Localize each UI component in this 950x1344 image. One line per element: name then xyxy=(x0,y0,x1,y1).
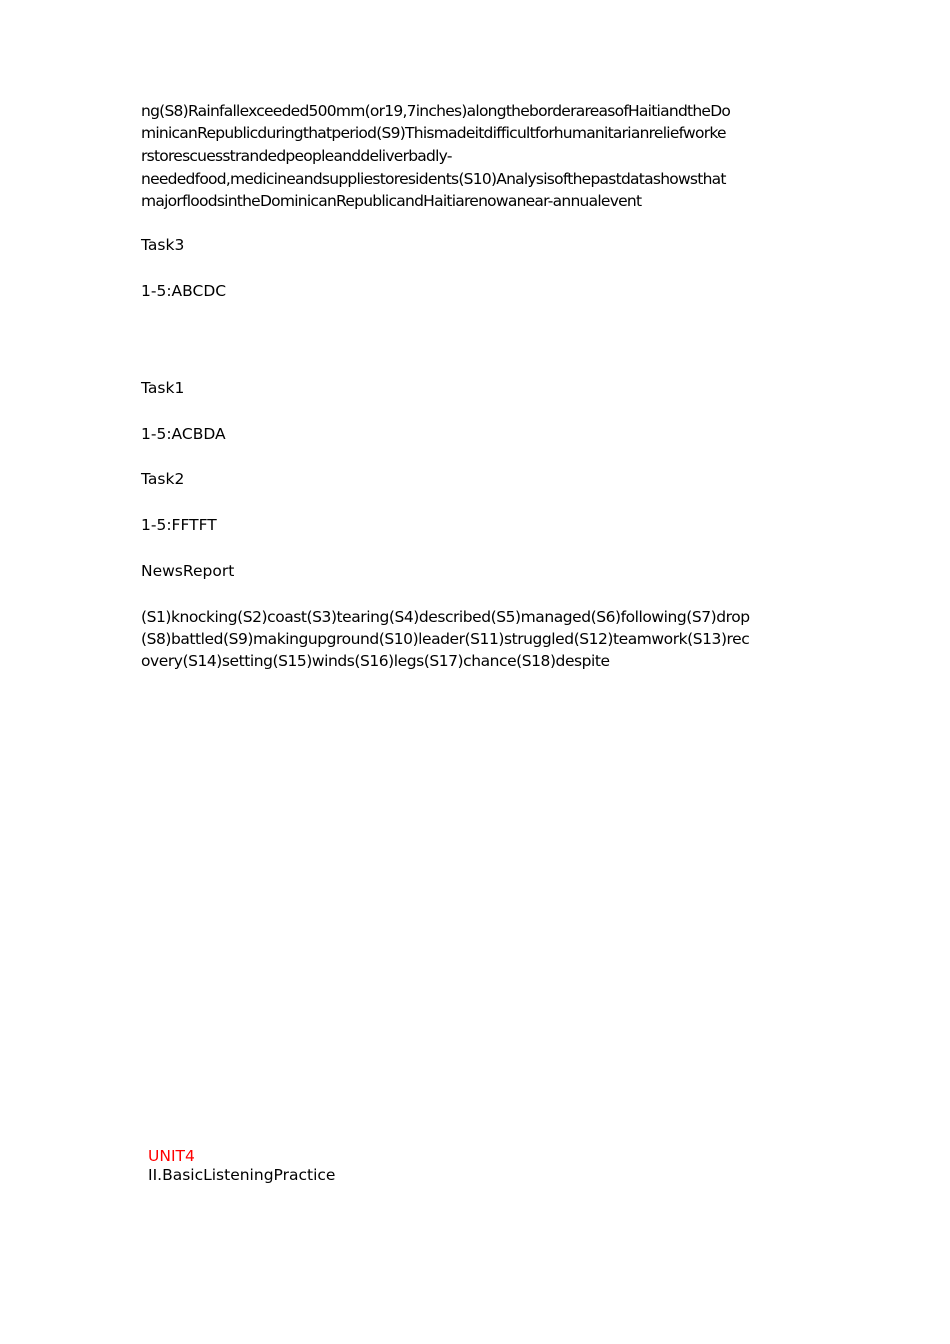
task1-answers: 1-5:ACBDA xyxy=(141,425,226,443)
passage-line-2: minicanRepublicduringthatperiod(S9)Thismadeitdifficultforhumanitarianreliefworke xyxy=(141,124,726,142)
task3-heading: Task3 xyxy=(141,236,185,254)
passage-line-3: rstorescuesstrandedpeopleanddeliverbadly- xyxy=(141,147,452,165)
news-report-heading: NewsReport xyxy=(141,562,235,580)
task3-answers: 1-5:ABCDC xyxy=(141,282,227,300)
page-footer xyxy=(148,1147,335,1185)
news-report-answers xyxy=(141,606,809,672)
news-line-1: (S1)knocking(S2)coast(S3)tearing(S4)described(S5)managed(S6)following(S7)drop xyxy=(141,608,750,626)
news-line-2: (S8)battled(S9)makingupground(S10)leader(S11)struggled(S12)teamwork(S13)rec xyxy=(141,630,750,648)
passage-line-4: neededfood,medicineandsuppliestoresidents(S10)Analysisofthepastdatashowsthat xyxy=(141,170,726,188)
unit-label: UNIT4 xyxy=(148,1147,195,1165)
task2-heading: Task2 xyxy=(141,470,185,488)
task2-answers: 1-5:FFTFT xyxy=(141,516,217,534)
passage-line-1: ng(S8)Rainfallexceeded500mm(or19,7inches)alongtheborderareasofHaitiandtheDo xyxy=(141,102,731,120)
section-title: II.BasicListeningPractice xyxy=(148,1166,336,1184)
task1-heading: Task1 xyxy=(141,379,185,397)
passage-continuation xyxy=(141,100,809,212)
passage-line-5: majorfloodsintheDominicanRepublicandHaitiarenowanear-annualevent xyxy=(141,192,642,210)
news-line-3: overy(S14)setting(S15)winds(S16)legs(S17)chance(S18)despite xyxy=(141,652,610,670)
